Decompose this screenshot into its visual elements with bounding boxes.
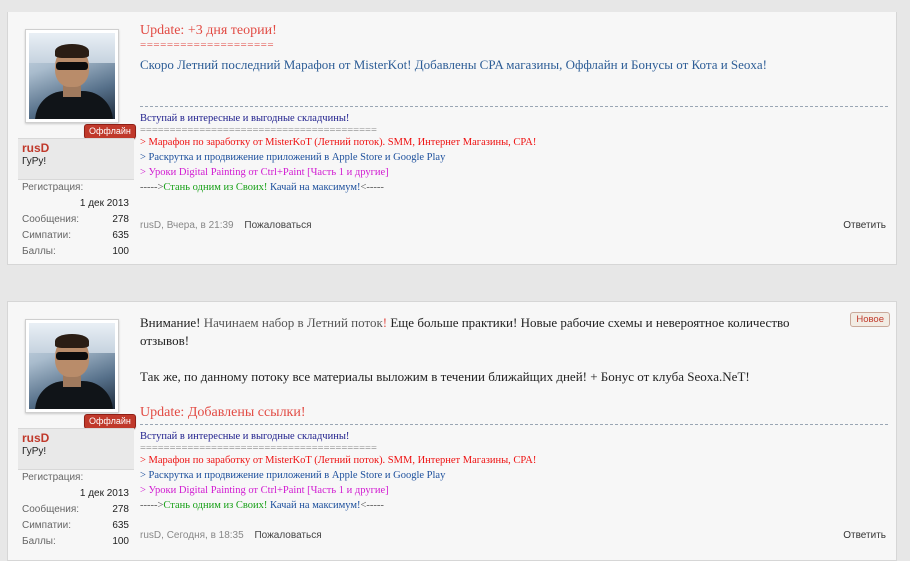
stat-value-points: 100 <box>112 536 129 547</box>
username[interactable]: rusD <box>22 141 50 155</box>
stat-label-messages: Сообщения: <box>22 214 80 225</box>
signature <box>140 111 888 195</box>
top-strip <box>0 0 910 12</box>
slogan-prefix: -----> <box>140 182 164 193</box>
practice-text: Еще больше практики! Новые рабочие схемы и невероятное количество отзывов! <box>140 315 790 348</box>
signature <box>140 429 536 513</box>
promo-link-painting[interactable]: > Уроки Digital Painting от Ctrl+Paint [Часть 1 и другие] <box>140 485 389 496</box>
stat-value-messages: 278 <box>112 214 129 225</box>
signature-divider <box>140 106 888 107</box>
forum-post-2 <box>7 301 897 561</box>
promo-link-marathon[interactable]: > Марафон по заработку от MisterKoT (Летний поток). SMM, Интернет Магазины, CPA! <box>140 137 537 148</box>
report-link[interactable]: Пожаловаться <box>254 530 322 541</box>
update-title: Update: Добавлены ссылки! <box>140 405 306 420</box>
promo-join-link[interactable]: Вступай в интересные и выгодные складчины! <box>140 431 350 442</box>
post-meta: rusD, Вчера, в 21:39 Пожаловаться <box>140 220 312 231</box>
report-link[interactable]: Пожаловаться <box>244 220 312 231</box>
promo-divider: ======================================== <box>140 126 377 135</box>
user-stats <box>18 472 134 552</box>
promo-divider: ======================================== <box>140 444 377 453</box>
reply-link[interactable]: Ответить <box>843 530 886 541</box>
post-content <box>140 314 836 422</box>
user-title: ГуРу! <box>22 446 47 457</box>
promo-slogan <box>140 498 536 513</box>
promo-link-apps[interactable]: > Раскрутка и продвижение приложений в Apple Store и Google Play <box>140 470 446 481</box>
user-stats <box>18 182 134 262</box>
stat-value-registration: 1 дек 2013 <box>79 198 129 209</box>
username[interactable]: rusD <box>22 431 50 445</box>
stat-value-likes: 635 <box>112 230 129 241</box>
signature-divider <box>140 424 888 425</box>
avatar[interactable] <box>25 319 119 413</box>
announcement-text: Скоро Летний последний Марафон от MisterKot! Добавлены CPA магазины, Оффлайн и Бонусы от Кота и Seoxa! <box>140 57 768 72</box>
attention-paragraph <box>140 314 836 350</box>
stat-label-likes: Симпатии: <box>22 230 71 241</box>
username-box <box>18 138 134 180</box>
slogan-green[interactable]: Стань одним из Своих! <box>163 182 268 193</box>
new-badge: Новое <box>850 312 890 327</box>
avatar-image <box>29 323 115 409</box>
post-author[interactable]: rusD <box>140 220 162 231</box>
attention-word: Внимание! <box>140 315 201 330</box>
enrollment-exclaim: ! <box>382 315 388 330</box>
post-date[interactable]: Вчера, в 21:39 <box>166 220 234 231</box>
username-box <box>18 428 134 470</box>
equals-line: ==================== <box>140 39 275 51</box>
reply-link[interactable]: Ответить <box>843 220 886 231</box>
slogan-suffix: <----- <box>360 182 384 193</box>
stat-label-messages: Сообщения: <box>22 504 80 515</box>
post-author[interactable]: rusD <box>140 530 162 541</box>
materials-paragraph: Так же, по данному потоку все материалы выложим в течении ближайщих дней! + Бонус от клуба Seoxa.NeT! <box>140 369 750 384</box>
promo-link-painting[interactable]: > Уроки Digital Painting от Ctrl+Paint [Часть 1 и другие] <box>140 167 389 178</box>
avatar[interactable] <box>25 29 119 123</box>
enrollment-text: Начинаем набор в Летний поток <box>203 315 383 330</box>
stat-label-points: Баллы: <box>22 536 56 547</box>
stat-label-registration: Регистрация: <box>22 182 84 193</box>
stat-label-likes: Симпатии: <box>22 520 71 531</box>
stat-value-messages: 278 <box>112 504 129 515</box>
stat-value-points: 100 <box>112 246 129 257</box>
stat-value-likes: 635 <box>112 520 129 531</box>
stat-label-points: Баллы: <box>22 246 56 257</box>
post-content <box>140 22 888 195</box>
promo-slogan <box>140 180 888 195</box>
post-meta: rusD, Сегодня, в 18:35 Пожаловаться <box>140 530 322 541</box>
user-title: ГуРу! <box>22 156 47 167</box>
stat-value-registration: 1 дек 2013 <box>79 488 129 499</box>
promo-join-link[interactable]: Вступай в интересные и выгодные складчины! <box>140 113 350 124</box>
slogan-blue[interactable]: Качай на максимум! <box>270 182 361 193</box>
promo-link-apps[interactable]: > Раскрутка и продвижение приложений в Apple Store и Google Play <box>140 152 446 163</box>
promo-link-marathon[interactable]: > Марафон по заработку от MisterKoT (Летний поток). SMM, Интернет Магазины, CPA! <box>140 455 537 466</box>
post-date[interactable]: Сегодня, в 18:35 <box>166 530 244 541</box>
offline-badge: Оффлайн <box>84 124 136 139</box>
offline-badge: Оффлайн <box>84 414 136 429</box>
slogan-green[interactable]: Стань одним из Своих! <box>163 500 268 511</box>
stat-label-registration: Регистрация: <box>22 472 84 483</box>
avatar-image <box>29 33 115 119</box>
slogan-suffix: <----- <box>360 500 384 511</box>
slogan-blue[interactable]: Качай на максимум! <box>270 500 361 511</box>
slogan-prefix: -----> <box>140 500 164 511</box>
forum-post-1 <box>7 12 897 265</box>
update-title: Update: +3 дня теории! <box>140 23 277 38</box>
